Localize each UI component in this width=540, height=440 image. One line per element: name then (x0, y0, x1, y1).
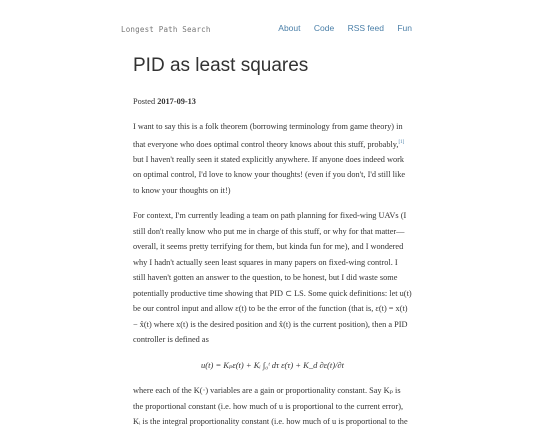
top-nav (267, 23, 412, 33)
paragraph-definitions: where each of the K(·) variables are a gain or proportionality constant. Say Kₚ is the proportional constant (i.e. how much of u is proportional to the current error), Kᵢ is the integral proportionality constant (i.e. how much of u is proportional to the (133, 386, 408, 427)
posted-label: Posted (133, 97, 156, 106)
post-title: PID as least squares (133, 55, 309, 76)
pid-equation: u(t) = Kₚε(t) + Kᵢ ∫₀ᵗ dτ ε(τ) + K_d ∂ε(t)/∂t (201, 359, 344, 370)
nav-about[interactable]: About (278, 23, 301, 33)
site-title[interactable]: Longest Path Search (121, 25, 211, 34)
nav-code[interactable]: Code (313, 23, 335, 33)
post-date (133, 97, 196, 106)
paragraph-intro-part-2: but I haven't really seen it stated explicitly anywhere. If anyone does indeed work on optimal control, I'd love to know your thoughts! (even if you don't, I'd still like to know your thoughts on it!) (133, 154, 406, 195)
paragraph-intro-part-1: I want to say this is a folk theorem (borrowing terminology from game theory) in that everyone who does optimal control theory knows about this stuff, probably, (133, 122, 403, 149)
paragraph-context: For context, I'm currently leading a team on path planning for fixed-wing UAVs (I still don't really know who put me in charge of this stuff, or why for that matter—overall, it seems pretty terrifying for them, but kinda fun for me), and I wondered why I hadn't actually seen least squares in many papers on fixed-wing control. I still haven't gotten an answer to the question, to be honest, but I did waste some potentially productive time showing that PID ⊂ LS. Some quick definitions: let u(t) be our control input and allow ε(t) to be the error of the function (that is, ε(t) = x(t) − x̂(t) where x(t) is the desired position and x̂(t) is the current position), then a PID controller is defined as (133, 211, 412, 345)
footnote-link[interactable]: [1] (398, 139, 405, 145)
nav-rss-feed[interactable]: RSS feed (347, 23, 384, 33)
paragraph-intro (133, 119, 412, 198)
post-body (133, 119, 412, 440)
nav-fun[interactable]: Fun (397, 23, 412, 33)
date-value: 2017-09-13 (157, 97, 196, 106)
